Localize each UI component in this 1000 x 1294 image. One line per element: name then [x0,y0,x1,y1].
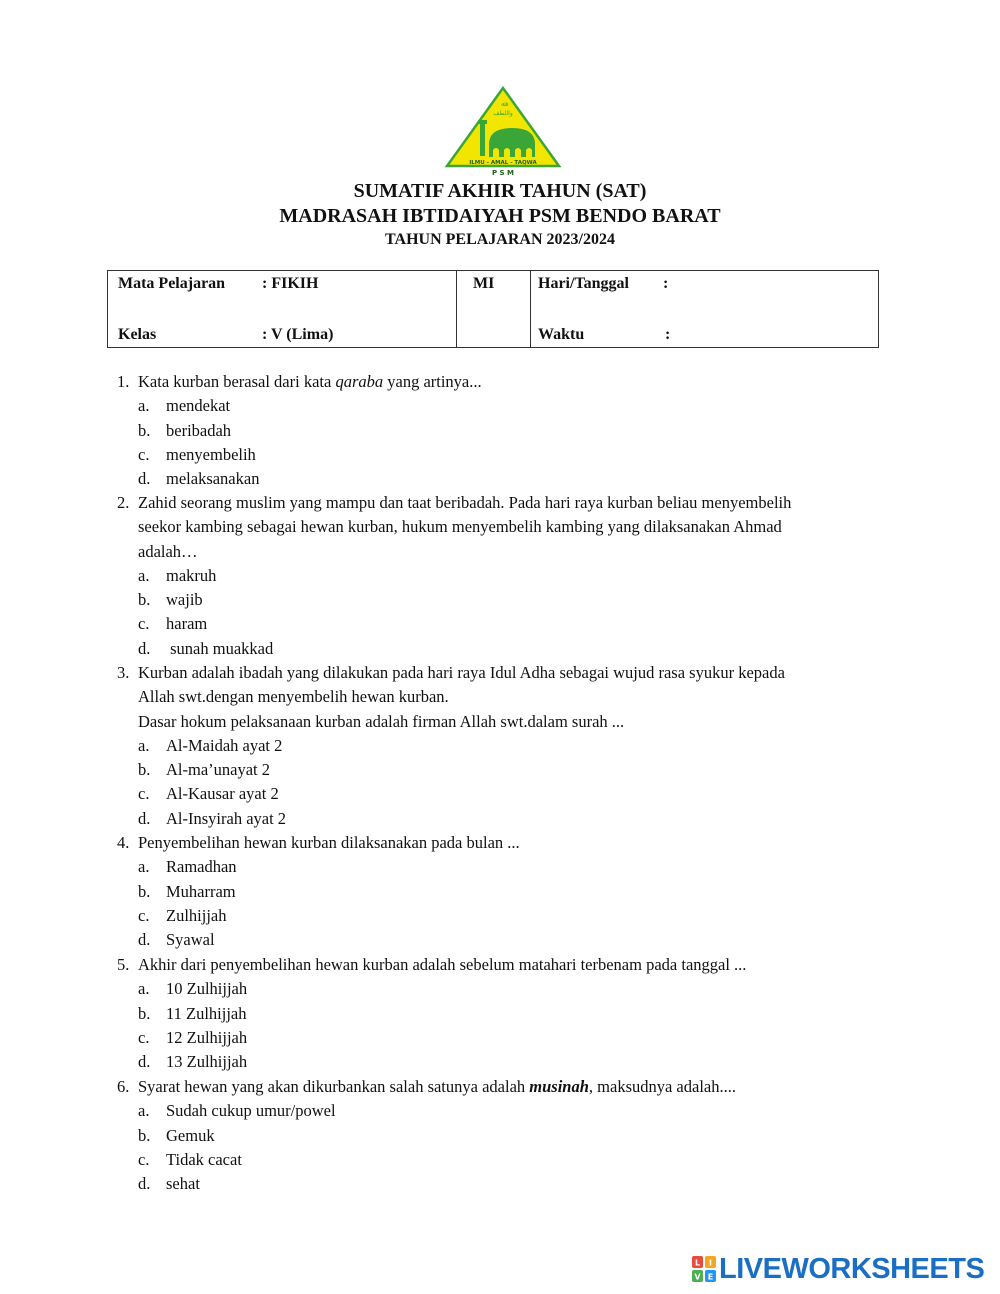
subject-label: Mata Pelajaran [118,275,226,292]
option-b[interactable]: b. Al-ma’unayat 2 [138,760,271,780]
exam-title: SUMATIF AKHIR TAHUN (SAT) [353,180,647,202]
liveworksheets-watermark [692,1253,984,1285]
option-a[interactable]: a. Al-Maidah ayat 2 [138,735,283,755]
svg-text:E: E [707,1272,714,1282]
option-c[interactable]: c. Zulhijjah [138,905,227,925]
liveworksheets-text: LIVEWORKSHEETS [719,1252,985,1285]
logo-abbr: P S M [491,169,515,177]
option-b[interactable]: b. beribadah [138,420,232,440]
svg-text:V: V [694,1272,701,1282]
question-text: seekor kambing sebagai hewan kurban, hukum menyembelih kambing yang dilaksanakan Ahmad [138,517,782,537]
svg-text:I: I [709,1258,712,1268]
question-text: Syarat hewan yang akan dikurbankan salah satunya adalah musinah, maksudnya adalah.... [138,1077,736,1096]
class-label: Kelas [118,326,157,343]
time-colon: : [665,326,671,343]
date-colon: : [663,275,669,292]
logo-motto: ILMU - AMAL - TAQWA [469,160,537,166]
option-b[interactable]: b. 11 Zulhijjah [138,1003,247,1023]
option-a[interactable]: a. Sudah cukup umur/powel [138,1101,336,1121]
option-c[interactable]: c. menyembelih [138,444,256,464]
subject-value: : FIKIH [262,275,319,292]
question-text: Kurban adalah ibadah yang dilakukan pada hari raya Idul Adha sebagai wujud rasa syukur kepada [138,663,785,682]
option-a[interactable]: a. 10 Zulhijjah [138,979,248,999]
option-d[interactable]: d. melaksanakan [138,469,260,489]
option-b[interactable]: b. wajib [138,590,203,610]
question-text: Penyembelihan hewan kurban dilaksanakan pada bulan ... [138,833,520,852]
question-text: adalah… [138,541,198,561]
option-a[interactable]: a. mendekat [138,396,231,416]
liveworksheets-logo-icon [692,1256,716,1282]
question-text: Dasar hokum pelaksanaan kurban adalah firman Allah swt.dalam surah ... [138,711,625,731]
level-label: MI [473,275,495,292]
class-value: : V (Lima) [262,326,334,343]
option-c[interactable]: c. haram [138,614,208,634]
svg-text:واللطف: واللطف [493,110,513,117]
option-a[interactable]: a. makruh [138,565,217,585]
exam-info-table [107,270,879,348]
date-label: Hari/Tanggal [538,275,629,292]
option-d[interactable]: d. Al-Insyirah ayat 2 [138,808,287,828]
time-label: Waktu [538,326,585,343]
option-c[interactable]: c. 12 Zulhijjah [138,1027,248,1047]
option-d[interactable]: d. sehat [138,1174,200,1194]
option-b[interactable]: b. Muharram [138,881,236,901]
academic-year: TAHUN PELAJARAN 2023/2024 [385,231,615,248]
question-text: Kata kurban berasal dari kata qaraba yang artinya... [138,372,482,391]
option-d[interactable]: d. Syawal [138,930,215,950]
school-name: MADRASAH IBTIDAIYAH PSM BENDO BARAT [279,205,721,227]
question-text: Allah swt.dengan menyembelih hewan kurban. [138,687,449,707]
option-d[interactable]: d. sunah muakkad [138,638,274,658]
option-c[interactable]: c. Tidak cacat [138,1149,242,1169]
question-text: Akhir dari penyembelihan hewan kurban adalah sebelum matahari terbenam pada tanggal ... [138,955,747,974]
question-text: Zahid seorang muslim yang mampu dan taat beribadah. Pada hari raya kurban beliau menyembelih [138,493,792,512]
option-a[interactable]: a. Ramadhan [138,857,237,877]
svg-text:L: L [694,1258,701,1268]
option-d[interactable]: d. 13 Zulhijjah [138,1052,248,1072]
option-c[interactable]: c. Al-Kausar ayat 2 [138,784,279,804]
school-logo [444,86,562,178]
option-b[interactable]: b. Gemuk [138,1125,215,1145]
svg-text:ﷲ: ﷲ [501,101,505,108]
